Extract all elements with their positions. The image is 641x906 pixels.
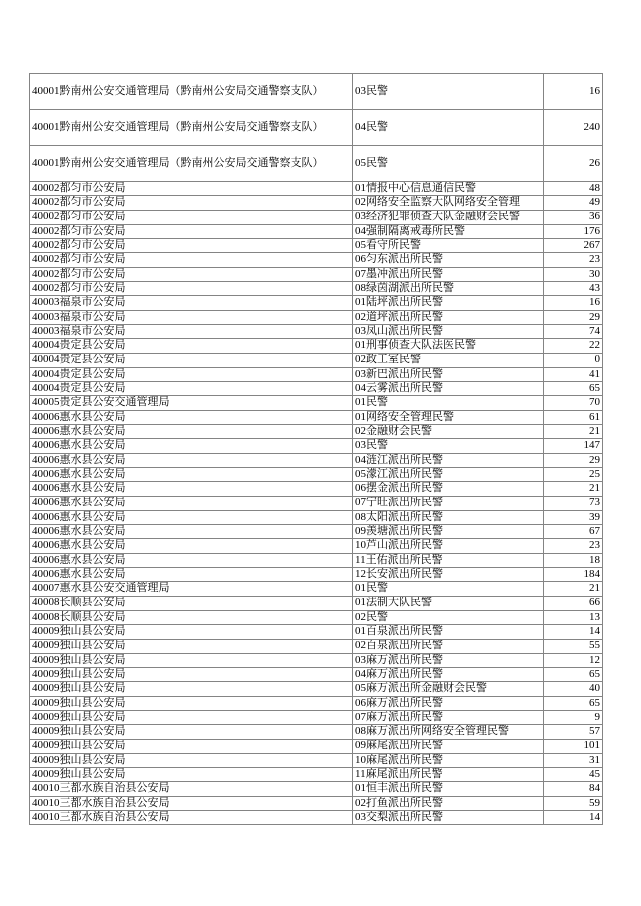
cell-position: 01陆坪派出所民警 <box>353 296 544 310</box>
cell-organization: 40007惠水县公安交通管理局 <box>30 582 353 596</box>
cell-organization: 40010三都水族自治县公安局 <box>30 796 353 810</box>
cell-organization: 40006惠水县公安局 <box>30 525 353 539</box>
table-row <box>30 482 603 496</box>
table-row <box>30 74 603 110</box>
cell-count: 49 <box>544 196 603 210</box>
cell-position: 09麻尾派出所民警 <box>353 739 544 753</box>
cell-count: 16 <box>544 296 603 310</box>
cell-position: 10芦山派出所民警 <box>353 539 544 553</box>
cell-position: 01法制大队民警 <box>353 596 544 610</box>
cell-organization: 40006惠水县公安局 <box>30 467 353 481</box>
table-row <box>30 668 603 682</box>
cell-position: 08太阳派出所民警 <box>353 510 544 524</box>
cell-count: 48 <box>544 182 603 196</box>
cell-count: 9 <box>544 710 603 724</box>
cell-count: 67 <box>544 525 603 539</box>
cell-position: 01恒丰派出所民警 <box>353 782 544 796</box>
cell-organization: 40002都匀市公安局 <box>30 239 353 253</box>
table-row <box>30 110 603 146</box>
cell-organization: 40004贵定县公安局 <box>30 367 353 381</box>
cell-count: 59 <box>544 796 603 810</box>
table-row <box>30 353 603 367</box>
cell-count: 267 <box>544 239 603 253</box>
table-row <box>30 653 603 667</box>
cell-count: 23 <box>544 539 603 553</box>
table-row <box>30 568 603 582</box>
cell-position: 04强制隔离戒毒所民警 <box>353 224 544 238</box>
cell-count: 70 <box>544 396 603 410</box>
cell-count: 21 <box>544 582 603 596</box>
cell-organization: 40008长顺县公安局 <box>30 596 353 610</box>
cell-count: 22 <box>544 339 603 353</box>
table-row <box>30 796 603 810</box>
cell-organization: 40009独山县公安局 <box>30 668 353 682</box>
cell-count: 18 <box>544 553 603 567</box>
cell-count: 57 <box>544 725 603 739</box>
table-row <box>30 753 603 767</box>
cell-position: 08麻万派出所网络安全管理民警 <box>353 725 544 739</box>
cell-position: 05濛江派出所民警 <box>353 467 544 481</box>
cell-count: 65 <box>544 696 603 710</box>
table-row <box>30 639 603 653</box>
cell-position: 02金融财会民警 <box>353 425 544 439</box>
cell-count: 25 <box>544 467 603 481</box>
cell-count: 61 <box>544 410 603 424</box>
cell-organization: 40006惠水县公安局 <box>30 496 353 510</box>
cell-organization: 40009独山县公安局 <box>30 653 353 667</box>
cell-organization: 40009独山县公安局 <box>30 639 353 653</box>
cell-organization: 40003福泉市公安局 <box>30 296 353 310</box>
cell-organization: 40006惠水县公安局 <box>30 539 353 553</box>
cell-position: 01网络安全管理民警 <box>353 410 544 424</box>
cell-organization: 40009独山县公安局 <box>30 739 353 753</box>
table-row <box>30 811 603 825</box>
table-row <box>30 267 603 281</box>
cell-count: 21 <box>544 482 603 496</box>
cell-organization: 40001黔南州公安交通管理局（黔南州公安局交通警察支队） <box>30 146 353 182</box>
cell-organization: 40003福泉市公安局 <box>30 324 353 338</box>
table-row <box>30 725 603 739</box>
cell-organization: 40006惠水县公安局 <box>30 410 353 424</box>
cell-count: 84 <box>544 782 603 796</box>
cell-organization: 40002都匀市公安局 <box>30 182 353 196</box>
cell-organization: 40006惠水县公安局 <box>30 425 353 439</box>
cell-position: 08绿茵湖派出所民警 <box>353 282 544 296</box>
cell-organization: 40003福泉市公安局 <box>30 310 353 324</box>
table-row <box>30 510 603 524</box>
staffing-table <box>29 73 603 825</box>
table-row <box>30 425 603 439</box>
cell-position: 06麻万派出所民警 <box>353 696 544 710</box>
cell-position: 03新巴派出所民警 <box>353 367 544 381</box>
cell-count: 36 <box>544 210 603 224</box>
table-row <box>30 739 603 753</box>
cell-organization: 40002都匀市公安局 <box>30 224 353 238</box>
table-row <box>30 782 603 796</box>
cell-position: 07墨冲派出所民警 <box>353 267 544 281</box>
cell-organization: 40006惠水县公安局 <box>30 510 353 524</box>
cell-position: 03凤山派出所民警 <box>353 324 544 338</box>
cell-position: 02政工室民警 <box>353 353 544 367</box>
cell-organization: 40002都匀市公安局 <box>30 253 353 267</box>
cell-position: 04民警 <box>353 110 544 146</box>
cell-position: 02民警 <box>353 610 544 624</box>
cell-position: 01百泉派出所民警 <box>353 625 544 639</box>
cell-count: 13 <box>544 610 603 624</box>
table-row <box>30 467 603 481</box>
cell-count: 45 <box>544 768 603 782</box>
cell-organization: 40009独山县公安局 <box>30 682 353 696</box>
cell-organization: 40002都匀市公安局 <box>30 267 353 281</box>
cell-position: 05民警 <box>353 146 544 182</box>
cell-position: 12长安派出所民警 <box>353 568 544 582</box>
cell-organization: 40001黔南州公安交通管理局（黔南州公安局交通警察支队） <box>30 74 353 110</box>
table-row <box>30 210 603 224</box>
table-row <box>30 282 603 296</box>
table-row <box>30 768 603 782</box>
cell-position: 02网络安全监察大队网络安全管理 <box>353 196 544 210</box>
table-row <box>30 553 603 567</box>
cell-position: 03经济犯罪侦查大队金融财会民警 <box>353 210 544 224</box>
cell-position: 05麻万派出所金融财会民警 <box>353 682 544 696</box>
cell-count: 29 <box>544 310 603 324</box>
cell-position: 04涟江派出所民警 <box>353 453 544 467</box>
cell-count: 12 <box>544 653 603 667</box>
cell-position: 10麻尾派出所民警 <box>353 753 544 767</box>
cell-position: 04麻万派出所民警 <box>353 668 544 682</box>
cell-count: 74 <box>544 324 603 338</box>
cell-count: 23 <box>544 253 603 267</box>
cell-position: 02百泉派出所民警 <box>353 639 544 653</box>
cell-position: 11王佑派出所民警 <box>353 553 544 567</box>
cell-position: 09羡塘派出所民警 <box>353 525 544 539</box>
cell-organization: 40009独山县公安局 <box>30 696 353 710</box>
cell-position: 02打鱼派出所民警 <box>353 796 544 810</box>
table-row <box>30 525 603 539</box>
cell-organization: 40010三都水族自治县公安局 <box>30 811 353 825</box>
table-row <box>30 610 603 624</box>
cell-organization: 40006惠水县公安局 <box>30 439 353 453</box>
table-row <box>30 625 603 639</box>
cell-count: 43 <box>544 282 603 296</box>
cell-organization: 40001黔南州公安交通管理局（黔南州公安局交通警察支队） <box>30 110 353 146</box>
table-row <box>30 582 603 596</box>
cell-organization: 40002都匀市公安局 <box>30 282 353 296</box>
table-row <box>30 146 603 182</box>
cell-count: 30 <box>544 267 603 281</box>
cell-organization: 40005贵定县公安交通管理局 <box>30 396 353 410</box>
table-row <box>30 296 603 310</box>
table-row <box>30 196 603 210</box>
cell-organization: 40002都匀市公安局 <box>30 196 353 210</box>
cell-organization: 40010三都水族自治县公安局 <box>30 782 353 796</box>
cell-count: 40 <box>544 682 603 696</box>
cell-count: 101 <box>544 739 603 753</box>
cell-count: 0 <box>544 353 603 367</box>
table-body <box>30 74 603 825</box>
table-row <box>30 453 603 467</box>
cell-position: 03民警 <box>353 439 544 453</box>
cell-count: 16 <box>544 74 603 110</box>
cell-organization: 40006惠水县公安局 <box>30 482 353 496</box>
cell-position: 06匀东派出所民警 <box>353 253 544 267</box>
table-row <box>30 596 603 610</box>
cell-organization: 40006惠水县公安局 <box>30 568 353 582</box>
cell-organization: 40004贵定县公安局 <box>30 339 353 353</box>
cell-position: 01民警 <box>353 582 544 596</box>
cell-count: 65 <box>544 382 603 396</box>
cell-position: 01情报中心信息通信民警 <box>353 182 544 196</box>
table-row <box>30 539 603 553</box>
table-row <box>30 324 603 338</box>
cell-position: 03交梨派出所民警 <box>353 811 544 825</box>
cell-organization: 40004贵定县公安局 <box>30 353 353 367</box>
table-row <box>30 396 603 410</box>
table-row <box>30 224 603 238</box>
cell-organization: 40009独山县公安局 <box>30 725 353 739</box>
cell-count: 176 <box>544 224 603 238</box>
cell-count: 66 <box>544 596 603 610</box>
cell-position: 07麻万派出所民警 <box>353 710 544 724</box>
cell-count: 21 <box>544 425 603 439</box>
cell-position: 01民警 <box>353 396 544 410</box>
table-row <box>30 496 603 510</box>
table-container <box>29 73 602 825</box>
cell-position: 04云雾派出所民警 <box>353 382 544 396</box>
cell-count: 240 <box>544 110 603 146</box>
cell-count: 65 <box>544 668 603 682</box>
cell-count: 41 <box>544 367 603 381</box>
table-row <box>30 182 603 196</box>
cell-count: 39 <box>544 510 603 524</box>
cell-organization: 40006惠水县公安局 <box>30 553 353 567</box>
cell-count: 184 <box>544 568 603 582</box>
table-row <box>30 682 603 696</box>
cell-position: 05看守所民警 <box>353 239 544 253</box>
cell-organization: 40006惠水县公安局 <box>30 453 353 467</box>
cell-organization: 40002都匀市公安局 <box>30 210 353 224</box>
cell-count: 31 <box>544 753 603 767</box>
cell-count: 14 <box>544 625 603 639</box>
cell-organization: 40008长顺县公安局 <box>30 610 353 624</box>
table-row <box>30 439 603 453</box>
cell-position: 01刑事侦查大队法医民警 <box>353 339 544 353</box>
table-row <box>30 367 603 381</box>
cell-count: 26 <box>544 146 603 182</box>
cell-organization: 40009独山县公安局 <box>30 625 353 639</box>
cell-position: 07宁旺派出所民警 <box>353 496 544 510</box>
cell-position: 02道坪派出所民警 <box>353 310 544 324</box>
cell-position: 03麻万派出所民警 <box>353 653 544 667</box>
cell-position: 06摆金派出所民警 <box>353 482 544 496</box>
table-row <box>30 339 603 353</box>
cell-count: 73 <box>544 496 603 510</box>
cell-organization: 40009独山县公安局 <box>30 753 353 767</box>
table-row <box>30 310 603 324</box>
table-row <box>30 253 603 267</box>
table-row <box>30 382 603 396</box>
table-row <box>30 696 603 710</box>
cell-position: 03民警 <box>353 74 544 110</box>
table-row <box>30 410 603 424</box>
cell-position: 11麻尾派出所民警 <box>353 768 544 782</box>
cell-count: 147 <box>544 439 603 453</box>
cell-organization: 40009独山县公安局 <box>30 710 353 724</box>
table-row <box>30 710 603 724</box>
cell-count: 55 <box>544 639 603 653</box>
cell-organization: 40009独山县公安局 <box>30 768 353 782</box>
cell-count: 29 <box>544 453 603 467</box>
cell-count: 14 <box>544 811 603 825</box>
cell-organization: 40004贵定县公安局 <box>30 382 353 396</box>
table-row <box>30 239 603 253</box>
